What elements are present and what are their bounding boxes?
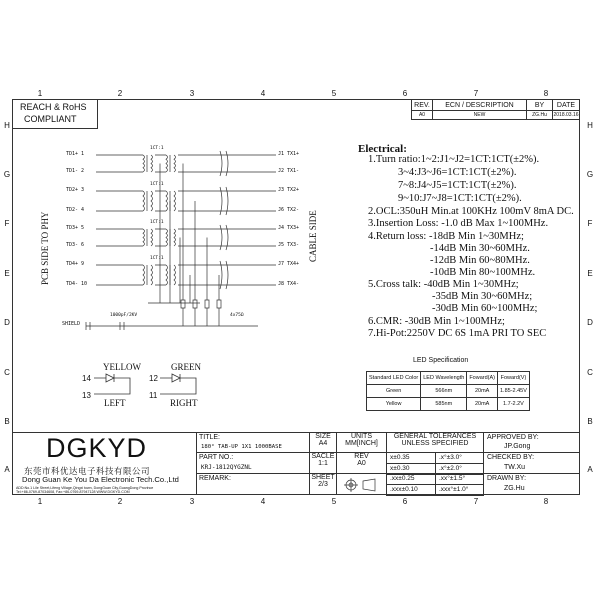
left-pin-label: TD3- 6 [66, 242, 85, 248]
led-spec-row [367, 385, 530, 398]
left-pin-label: TD2- 4 [66, 207, 85, 213]
units-cell [336, 432, 387, 453]
schematic-wire [178, 265, 232, 285]
grid-row-right: A [587, 465, 593, 474]
schematic-wire [205, 238, 209, 327]
cable-side-label: CABLE SIDE [308, 210, 318, 262]
led-yellow-name: YELLOW [103, 362, 141, 372]
schematic-wire [140, 265, 166, 285]
left-pin-label: TD3+ 5 [66, 225, 85, 231]
rev-label: REV [354, 453, 369, 460]
electrical-spec-line: 7~8:J4~J5=1CT:1CT(±2%). [398, 180, 517, 191]
tolerance-header [386, 432, 484, 453]
ecn-header: ECN / DESCRIPTION [432, 99, 527, 111]
compliance-line2: COMPLIANT [24, 114, 77, 124]
led-green-name: GREEN [171, 362, 201, 372]
pcb-side-label: PCB SIDE TO PHY [40, 211, 50, 285]
grid-column-bottom: 2 [117, 497, 123, 506]
schematic-wire [178, 229, 232, 246]
tolerance-title: GENERAL TOLERANCES [393, 433, 477, 440]
grid-row-right: G [586, 170, 594, 179]
grid-column-bottom: 1 [37, 497, 43, 506]
cap-label: 1000pF/2KV [110, 313, 138, 318]
electrical-spec-line: 7.Hi-Pot:2250V DC 6S 1mA PRI TO SEC [368, 328, 547, 339]
tolerance-linear: .xx±0.25 [386, 473, 436, 485]
right-pin-label: J7 TX4+ [278, 261, 300, 267]
right-pin-label: J1 TX1+ [278, 151, 300, 157]
grid-column-bottom: 7 [473, 497, 479, 506]
grid-column-top: 3 [189, 89, 195, 98]
electrical-spec-line: 1.Turn ratio:1~2:J1~J2=1CT:1CT(±2%). [368, 154, 540, 165]
approved-value: JP.Gong [504, 443, 531, 450]
rev-cell-value: A0 [357, 460, 366, 467]
schematic-wire [151, 155, 153, 172]
led-spec-cell: Green [367, 385, 421, 398]
led-spec-header-row [367, 372, 530, 385]
grid-row-right: F [587, 219, 593, 228]
checked-value: TW.Xu [504, 464, 526, 471]
electrical-spec-line: -12dB Min 60~80MHz. [430, 255, 530, 266]
grid-column-bottom: 8 [543, 497, 549, 506]
electrical-spec-line: -10dB Min 80~100MHz. [430, 267, 536, 278]
left-pin-label: TD1+ 1 [66, 151, 85, 157]
electrical-spec-line: -14dB Min 30~60MHz. [430, 243, 530, 254]
grid-column-top: 4 [260, 89, 266, 98]
grid-column-bottom: 6 [402, 497, 408, 506]
led-spec-header: LED Wavelength [421, 372, 467, 385]
ratio-label: 1CT:1 [150, 220, 164, 225]
part-no-label: PART NO.: [199, 454, 234, 461]
led-spec-title: LED Specification [413, 357, 469, 364]
company-name-cn: 东莞市科优达电子科技有限公司 [24, 466, 151, 476]
resistor-label: 4x75Ω [230, 313, 244, 318]
grid-row-right: C [587, 368, 593, 377]
right-pin-label: J2 TX1- [278, 168, 300, 174]
ratio-label: 1CT:1 [150, 146, 164, 151]
size-label: SIZE [315, 433, 331, 440]
grid-column-top: 5 [331, 89, 337, 98]
approved-cell [483, 432, 580, 453]
electrical-spec-line: 6.CMR: -30dB Min 1~100MHz; [368, 316, 505, 327]
grid-column-top: 8 [543, 89, 549, 98]
drawn-label: DRAWN BY: [487, 475, 527, 482]
schematic-wire [193, 201, 197, 326]
rev-value: A0 [411, 110, 433, 120]
part-no-cell [196, 452, 310, 474]
schematic-wire [140, 191, 166, 211]
tolerance-angular: .xx°±1.5° [435, 473, 484, 485]
schematic-wire [143, 155, 145, 172]
rev-cell [336, 452, 387, 474]
sheet-label: SHEET [311, 474, 335, 481]
grid-column-bottom: 4 [260, 497, 266, 506]
company-contact: Tel:+86-0769-87034608, Fax:+86-0769-87947128 WWW.DGKYD.COM [16, 490, 130, 494]
electrical-title: Electrical: [358, 143, 407, 155]
tolerance-linear: .xxx±0.10 [386, 484, 436, 496]
company-logo: DGKYD [46, 433, 148, 463]
led-spec-cell: 566nm [421, 385, 467, 398]
led-spec-cell: 585nm [421, 398, 467, 411]
date-header: DATE [552, 99, 580, 111]
grid-column-bottom: 5 [331, 497, 337, 506]
title-cell [196, 432, 310, 453]
led-spec-cell: 20mA [467, 385, 498, 398]
schematic-wire [166, 191, 168, 211]
led-yellow-pin-a: 14 [82, 374, 91, 383]
led-spec-cell: Yellow [367, 398, 421, 411]
left-pin-label: TD4+ 9 [66, 261, 85, 267]
company-name-en: Dong Guan Ke You Da Electronic Tech.Co.,Ltd [22, 475, 179, 484]
grid-column-top: 6 [402, 89, 408, 98]
remark-cell [196, 473, 310, 495]
left-pin-label: TD1- 2 [66, 168, 85, 174]
led-spec-table [366, 371, 530, 411]
right-pin-label: J6 TX2- [278, 207, 300, 213]
scale-label: SACLE [311, 453, 335, 460]
title-label: TITLE: [199, 434, 221, 441]
scale-cell [309, 452, 337, 474]
scale-value: 1:1 [318, 460, 328, 467]
units-value: MM[INCH] [345, 440, 378, 447]
led-green-pin-a: 12 [149, 374, 158, 383]
led-yellow-symbol [94, 372, 140, 400]
led-green-side: RIGHT [170, 398, 198, 408]
right-pin-label: J8 TX4- [278, 281, 300, 287]
sheet-value: 2/3 [318, 481, 328, 488]
schematic-wire [174, 229, 176, 246]
units-label: UNITS [351, 433, 372, 440]
grid-row-left: H [4, 121, 10, 130]
schematic-wire [181, 164, 185, 327]
company-address: ADD:No.1 Lile Street,Lifeng Village,Qingxi town, DongGuan City,GuangDong Province [16, 486, 154, 490]
led-spec-header: Standard LED Color [367, 372, 421, 385]
led-spec-cell: 1.85-2.45V [497, 385, 529, 398]
left-pin-label: TD2+ 3 [66, 187, 85, 193]
schematic-wire [166, 265, 168, 285]
date-value: 2018.03.16 [553, 112, 579, 118]
tolerance-angular: .x°±3.0° [435, 452, 484, 464]
schematic-wire [217, 275, 221, 326]
projection-symbol-cell [336, 473, 387, 495]
ratio-label: 1CT:1 [150, 256, 164, 261]
grid-row-right: B [587, 417, 593, 426]
tolerance-angular: .x°±2.0° [435, 463, 484, 475]
schematic-wire [143, 265, 145, 285]
grid-row-left: D [4, 318, 10, 327]
compliance-line1: REACH & RoHS [20, 102, 87, 112]
grid-column-bottom: 3 [189, 497, 195, 506]
right-pin-label: J5 TX3- [278, 242, 300, 248]
led-spec-header: Foward(V) [497, 372, 529, 385]
sheet-cell [309, 473, 337, 495]
grid-column-top: 2 [117, 89, 123, 98]
right-pin-label: J4 TX3+ [278, 225, 300, 231]
led-spec-cell: 1.7-2.2V [497, 398, 529, 411]
led-green-pin-b: 11 [149, 391, 158, 400]
schematic-wire [178, 191, 232, 211]
shield-label: SHIELD [62, 321, 81, 327]
led-green-symbol [160, 372, 206, 400]
schematic-wire [151, 229, 153, 246]
ratio-label: 1CT:1 [150, 182, 164, 187]
by-value: ZG.Hu [526, 110, 553, 120]
tolerance-linear: x±0.30 [386, 463, 436, 475]
schematic-wire [140, 229, 166, 246]
grid-row-right: D [587, 318, 593, 327]
size-value: A4 [318, 440, 328, 447]
part-no-value: KRJ-1812QYGZNL [201, 464, 252, 471]
led-spec-row [367, 398, 530, 411]
schematic-wire [86, 322, 258, 330]
remark-label: REMARK: [199, 475, 231, 482]
left-pin-label: TD4- 10 [66, 281, 88, 287]
tolerance-linear: x±0.35 [386, 452, 436, 464]
tolerance-angular: .xxx°±1.0° [435, 484, 484, 496]
electrical-spec-line: -30dB Min 60~100MHz; [432, 303, 538, 314]
schematic-wire [166, 229, 168, 246]
tolerance-subtitle: UNLESS SPECIFIED [401, 440, 469, 447]
schematic-wire [140, 155, 166, 172]
grid-row-left: C [4, 368, 10, 377]
grid-row-left: G [3, 170, 11, 179]
grid-row-left: F [4, 219, 10, 228]
grid-row-left: E [4, 269, 10, 278]
schematic-wire [151, 265, 153, 285]
schematic-wire [151, 191, 153, 211]
projection-symbol-icon [343, 478, 383, 492]
size-cell [309, 432, 337, 453]
electrical-spec-line: -35dB Min 30~60MHz; [432, 291, 533, 302]
company-block [12, 432, 197, 495]
schematic-wire [174, 155, 176, 172]
drawn-cell [483, 473, 580, 495]
electrical-spec-line: 4.Return loss: -18dB Min 1~30MHz; [368, 231, 524, 242]
electrical-spec-line: 2.OCL:350uH Min.at 100KHz 100mV 8mA DC. [368, 206, 574, 217]
grid-row-right: E [587, 269, 593, 278]
led-yellow-pin-b: 13 [82, 391, 91, 400]
grid-row-left: B [4, 417, 10, 426]
right-pin-label: J3 TX2+ [278, 187, 300, 193]
led-spec-cell: 20mA [467, 398, 498, 411]
by-header: BY [526, 99, 553, 111]
electrical-spec-line: 5.Cross talk: -40dB Min 1~30MHz; [368, 279, 519, 290]
grid-row-left: A [4, 465, 10, 474]
ecn-value: NEW [432, 110, 527, 120]
grid-column-top: 7 [473, 89, 479, 98]
schematic-wire [166, 155, 168, 172]
schematic-wire [174, 265, 176, 285]
electrical-spec-line: 3~4:J3~J6=1CT:1CT(±2%). [398, 167, 517, 178]
approved-label: APPROVED BY: [487, 434, 539, 441]
grid-row-right: H [587, 121, 593, 130]
schematic-wire [143, 229, 145, 246]
schematic-wire [174, 191, 176, 211]
checked-cell [483, 452, 580, 474]
title-value: 180° TAB-UP 1X1 1000BASE [201, 444, 282, 450]
drawn-value: ZG.Hu [504, 485, 525, 492]
schematic-wire [143, 191, 145, 211]
schematic-wire [178, 155, 232, 172]
checked-label: CHECKED BY: [487, 454, 535, 461]
electrical-spec-line: 3.Insertion Loss: -1.0 dB Max 1~100MHz. [368, 218, 549, 229]
grid-column-top: 1 [37, 89, 43, 98]
rev-header: REV. [411, 99, 433, 111]
electrical-spec-line: 9~10:J7~J8=1CT:1CT(±2%). [398, 193, 522, 204]
led-spec-header: Foward(A) [467, 372, 498, 385]
led-yellow-side: LEFT [104, 398, 126, 408]
